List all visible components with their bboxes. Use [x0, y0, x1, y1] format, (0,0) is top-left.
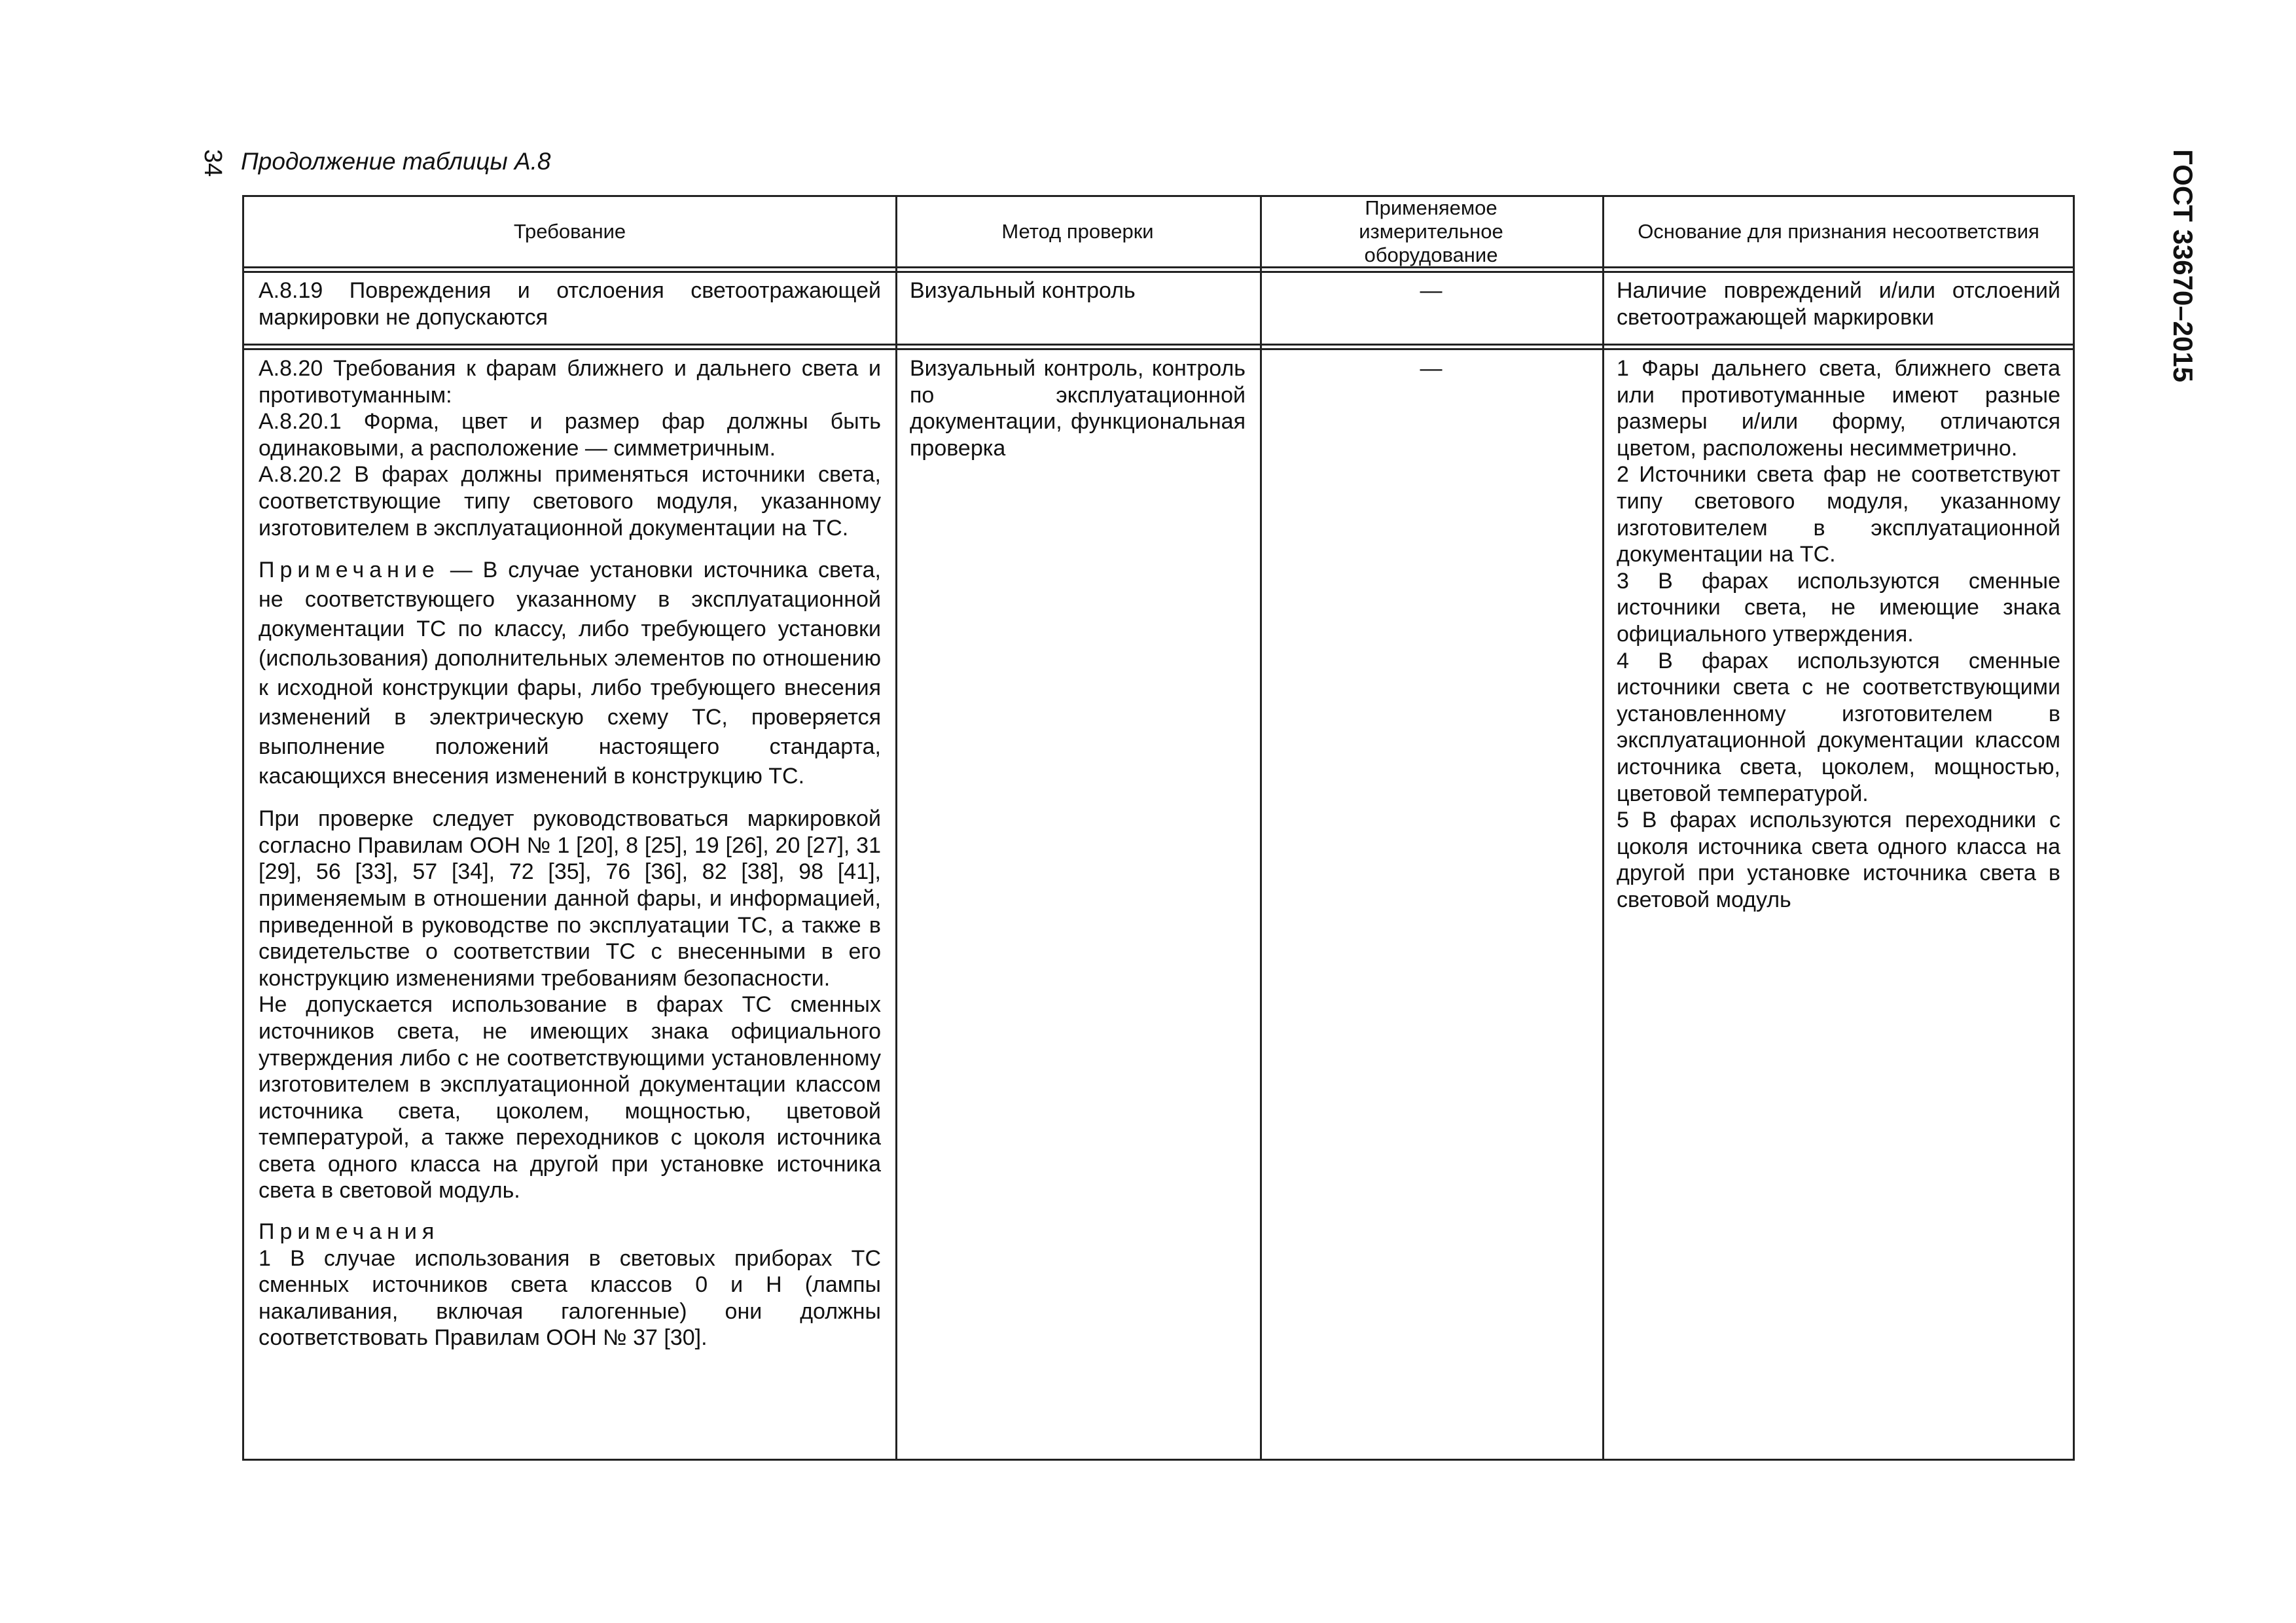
basis-text: Наличие повреждений и/или отслоений светоотражающей маркировки: [1617, 278, 2060, 330]
row2-method: [910, 355, 1246, 461]
header-divider: [244, 271, 2073, 273]
header-equipment: Применяемое измерительное оборудование: [1359, 196, 1503, 266]
page-number: 34: [199, 149, 226, 177]
row1-basis: [1617, 277, 2060, 330]
row2-equipment: —: [1420, 356, 1443, 381]
requirement-paragraph: Не допускается использование в фарах ТС сменных источников света, не имеющих знака официального утверждения либо с не соответствующими установленному изготовителем в эксплуатационной документации классом источника света, цоколем, мощностью, цветовой температурой, а также переходников с цоколя источника света одного класса на другой при установке источника света в световой модуль.: [259, 992, 881, 1204]
row2-requirement: [259, 355, 881, 1351]
column-divider: [1602, 197, 1604, 1459]
column-divider: [1260, 197, 1262, 1459]
requirement-text: А.8.19 Повреждения и отслоения светоотражающей маркировки не допускаются: [259, 278, 881, 330]
row-divider: [244, 348, 2073, 350]
requirements-table: [242, 195, 2075, 1461]
row1-equipment: —: [1420, 278, 1443, 303]
document-id: ГОСТ 33670–2015: [2168, 149, 2198, 383]
method-text: Визуальный контроль, контроль по эксплуатационной документации, функциональная проверка: [910, 356, 1246, 461]
row-divider: [244, 344, 2073, 346]
header-basis: Основание для признания несоответствия: [1638, 220, 2039, 243]
row1-method: [910, 277, 1246, 304]
method-text: Визуальный контроль: [910, 278, 1136, 303]
basis-item: 2 Источники света фар не соответствуют типу светового модуля, указанному изготовителем в эксплуатационной документации на ТС.: [1617, 462, 2060, 567]
basis-item: 3 В фарах используются сменные источники света, не имеющие знака официального утверждения.: [1617, 568, 2060, 647]
row2-basis: [1617, 355, 2060, 913]
header-divider: [244, 266, 2073, 268]
basis-item: 4 В фарах используются сменные источники света с не соответствующими установленному изготовителем в эксплуатационной документации классом источника света, цоколем, мощностью, цветовой температурой.: [1617, 648, 2060, 806]
table-caption: Продолжение таблицы А.8: [241, 148, 551, 175]
notes-label: Примечания: [259, 1219, 440, 1245]
requirement-paragraph: При проверке следует руководствоваться маркировкой согласно Правилам ООН № 1 [20], 8 [25], 19 [26], 20 [27], 31 [29], 56 [33], 57 [34], 72 [35], 76 [36], 82 [38], 98 [41], применяемым в отношении данной фары, и информацией, приведенной в руководстве по эксплуатации ТС, а также в свидетельстве о соответствии ТС с внесенными в его конструкцию изменениями требованиям безопасности.: [259, 806, 881, 991]
header-method: Метод проверки: [1001, 220, 1154, 243]
requirement-note: [259, 556, 881, 791]
note-text: — В случае установки источника света, не соответствующего указанному в эксплуатационной документации ТС по классу, либо требующего установки (использования) дополнительных элементов по отношению к исходной конструкции фары, либо требующего внесения изменений в электрическую схему ТС, проверяется выполнение положений настоящего стандарта, касающихся внесения изменений в конструкцию ТС.: [259, 558, 881, 789]
note-label: Примечание: [259, 558, 440, 583]
basis-item: 5 В фарах используются переходники с цоколя источника света одного класса на другой при установке источника света в световой модуль: [1617, 808, 2060, 912]
basis-item: 1 Фары дальнего света, ближнего света или противотуманные имеют разные размеры и/или форму, отличаются цветом, расположены несимметрично.: [1617, 356, 2060, 461]
column-divider: [895, 197, 897, 1459]
row1-requirement: [259, 277, 881, 330]
header-requirement: Требование: [513, 220, 626, 243]
notes-item: 1 В случае использования в световых приборах ТС сменных источников света классов 0 и Н (лампы накаливания, включая галогенные) они должны соответствовать Правилам ООН № 37 [30].: [259, 1245, 881, 1351]
requirement-paragraph: А.8.20.1 Форма, цвет и размер фар должны быть одинаковыми, а расположение — симметричным.: [259, 409, 881, 461]
requirement-paragraph: А.8.20.2 В фарах должны применяться источники света, соответствующие типу светового модуля, указанному изготовителем в эксплуатационной документации на ТС.: [259, 462, 881, 541]
requirement-paragraph: А.8.20 Требования к фарам ближнего и дальнего света и противотуманным:: [259, 356, 881, 408]
